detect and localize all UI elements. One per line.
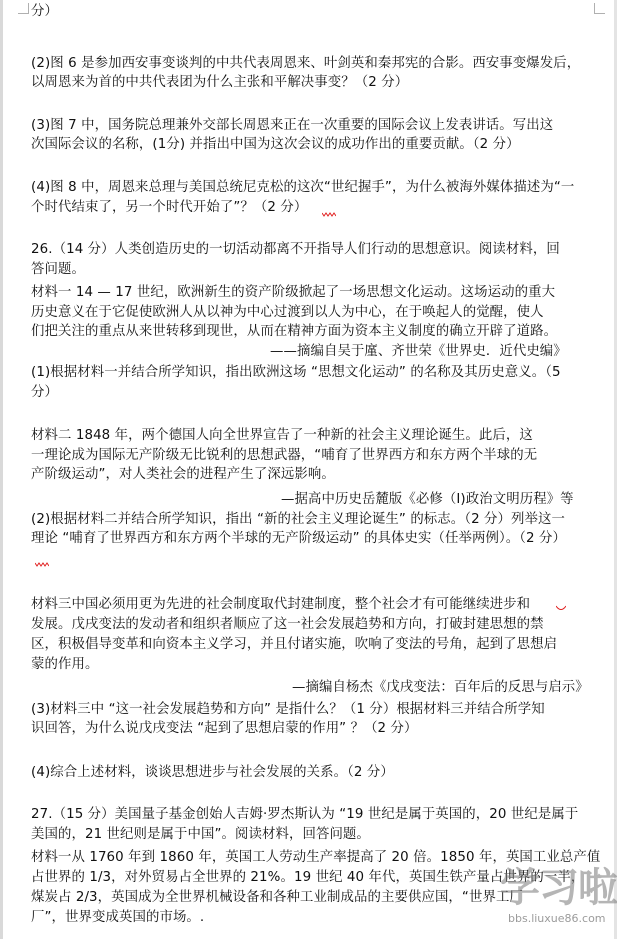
spellcheck-squiggle bbox=[35, 561, 49, 567]
text-line: 材料一从 1760 年到 1860 年，英国工人劳动生产率提高了 20 倍。1850 年，英国工业总产值 bbox=[31, 850, 601, 865]
text-line: 蒙的作用。 bbox=[31, 657, 99, 672]
site-watermark bbox=[500, 862, 617, 934]
text-line: 占世界的 1/3，对外贸易占全世界的 21%。19 世纪 40 年代，英国生铁产量占世界的一半， bbox=[31, 870, 585, 885]
page-edge-left bbox=[0, 0, 3, 939]
text-line: 材料三中国必须用更为先进的社会制度取代封建制度，整个社会才有可能继续进步和 bbox=[31, 597, 531, 612]
text-line: (4)图 8 中，周恩来总理与美国总统尼克松的这次“世纪握手”，为什么被海外媒体描述为“一 bbox=[31, 180, 575, 195]
text-line: (4)综合上述材料，谈谈思想进步与社会发展的关系。（2 分） bbox=[31, 765, 394, 780]
text-line: 一理论成为国际无产阶级无比锐利的思想武器，“哺育了世界西方和东方两个半球的无 bbox=[31, 448, 538, 463]
text-line: 识回答，为什么说戊戌变法 “起到了思想启蒙的作用” ？（2 分） bbox=[31, 721, 418, 736]
text-line: 产阶级运动”，对人类社会的进程产生了深远影响。 bbox=[31, 467, 335, 482]
citation-line: ——摘编自吴于廑、齐世荣《世界史．近代史编》 bbox=[270, 344, 567, 359]
text-line: 分） bbox=[31, 4, 58, 19]
text-line: 答问题。 bbox=[31, 262, 85, 277]
text-line: 个时代结束了，另一个时代开始了”？（2 分） bbox=[31, 200, 308, 215]
text-line: 理论 “哺育了世界西方和东方两个半球的无产阶级运动” 的具体史实（任举两例）。（2 分） bbox=[31, 531, 567, 546]
spellcheck-squiggle bbox=[322, 211, 336, 217]
text-line: 以周恩来为首的中共代表团为什么主张和平解决事变？（2 分） bbox=[31, 75, 409, 90]
text-line: (2)图 6 是参加西安事变谈判的中共代表周恩来、叶剑英和秦邦宪的合影。西安事变爆发后， bbox=[31, 56, 581, 71]
text-line: 材料一 14 — 17 世纪，欧洲新生的资产阶级掀起了一场思想文化运动。这场运动的重大 bbox=[31, 285, 556, 300]
text-line: 发展。戊戌变法的发动者和组织者顺应了这一社会发展趋势和方向，打破封建思想的禁 bbox=[31, 617, 544, 632]
citation-line: —摘编自杨杰《戊戌变法：百年后的反思与启示》 bbox=[292, 680, 589, 695]
text-line: 材料二 1848 年，两个德国人向全世界宣告了一种新的社会主义理论诞生。此后，这 bbox=[31, 428, 533, 443]
citation-line: —据高中历史岳麓版《必修（I)政治文明历程》等 bbox=[281, 492, 574, 507]
text-line: 26.（14 分）人类创造历史的一切活动都离不开指导人们行动的思想意识。阅读材料，回 bbox=[31, 242, 560, 257]
text-line: 历史意义在于它促使欧洲人从以神为中心过渡到以人为中心，在于唤起人的觉醒，使人 bbox=[31, 305, 544, 320]
text-line: 27.（15 分）美国量子基金创始人吉姆·罗杰斯认为 “19 世纪是属于英国的，20 世纪是属于 bbox=[31, 807, 579, 822]
text-line: 次国际会议的名称，(1分) 并指出中国为这次会议的成功作出的重要贡献。（2 分） bbox=[31, 137, 520, 152]
watermark-url: bbs.liuxue86.com bbox=[508, 912, 606, 925]
text-line: 区，积极倡导变革和向资本主义学习，并且付诸实施，吹响了变法的号角，起到了思想启 bbox=[31, 637, 558, 652]
text-line: 们把关注的重点从来世转移到现世，从而在精神方面为资本主义制度的确立开辟了道路。 bbox=[31, 324, 558, 339]
watermark-logo-text: 学习啦 bbox=[500, 865, 617, 911]
text-line: (3)材料三中 “这一社会发展趋势和方向” 是指什么？（1 分）根据材料三并结合所学知 bbox=[31, 702, 545, 717]
margin-corner-mark bbox=[18, 3, 29, 14]
text-line: 煤炭占 2/3，英国成为全世界机械设备和各种工业制成品的主要供应国，“世界工厂 bbox=[31, 890, 523, 905]
margin-corner-mark bbox=[594, 3, 605, 14]
text-line: 分） bbox=[31, 385, 58, 400]
text-line: (3)图 7 中，国务院总理兼外交部长周恩来正在一次重要的国际会议上发表讲话。写出这 bbox=[31, 118, 554, 133]
text-line: (2)根据材料二并结合所学知识，指出 “新的社会主义理论诞生” 的标志。（2 分）列举这一 bbox=[31, 512, 565, 527]
spellcheck-squiggle bbox=[556, 605, 566, 611]
text-line: (1)根据材料一并结合所学知识，指出欧洲这场 “思想文化运动” 的名称及其历史意义。（5 bbox=[31, 365, 561, 380]
text-line: 美国的，21 世纪则是属于中国”。阅读材料，回答问题。 bbox=[31, 827, 370, 842]
text-line: 厂”，世界变成英国的市场。. bbox=[31, 910, 205, 925]
